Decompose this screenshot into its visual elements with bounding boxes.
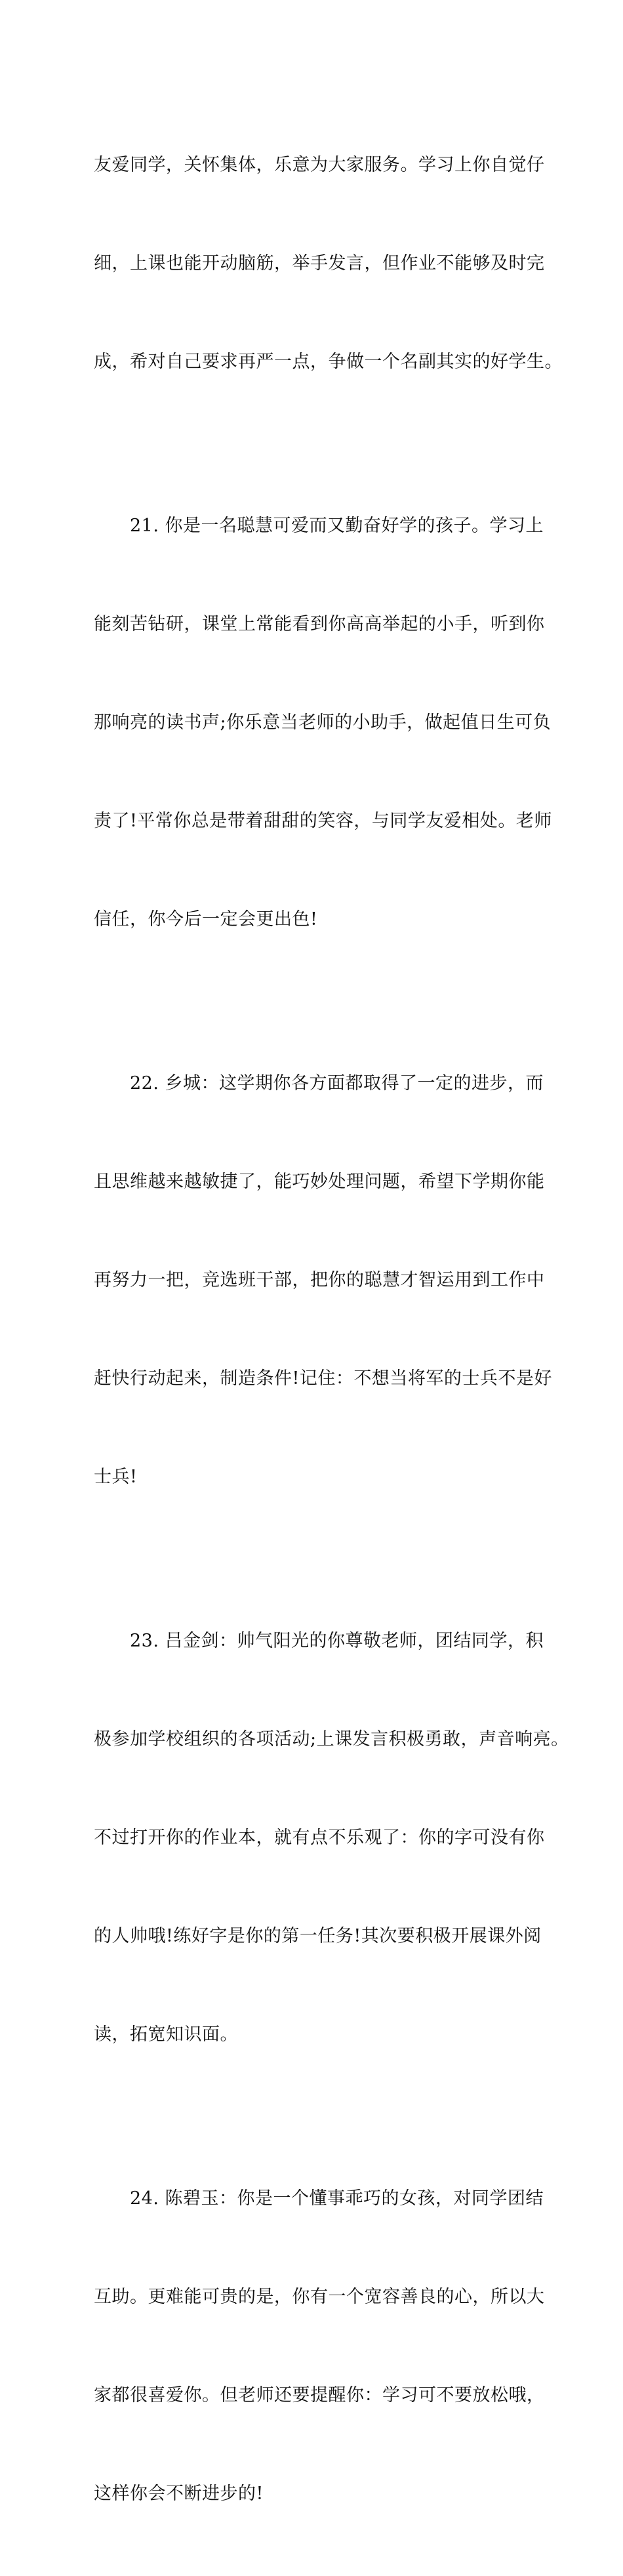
text-line: 不过打开你的作业本，就有点不乐观了：你的字可没有你 (94, 1828, 545, 1848)
text-line: 能刻苦钻研，课堂上常能看到你高高举起的小手，听到你 (94, 614, 545, 634)
text-line: 那响亮的读书声;你乐意当老师的小助手，做起值日生可负 (94, 712, 552, 733)
text-line: 互助。更难能可贵的是，你有一个宽容善良的心，所以大 (94, 2287, 545, 2307)
text-line: 24. 陈碧玉：你是一个懂事乖巧的女孩，对同学团结 (130, 2188, 544, 2209)
text-line: 且思维越来越敏捷了，能巧妙处理问题，希望下学期你能 (94, 1172, 545, 1192)
document-body (94, 83, 569, 2576)
text-line: 友爱同学，关怀集体，乐意为大家服务。学习上你自觉仔 (94, 155, 545, 175)
text-line: 成，希对自己要求再严一点，争做一个名副其实的好学生。 (94, 352, 563, 372)
text-line: 的人帅哦!练好字是你的第一任务!其次要积极开展课外阅 (94, 1926, 542, 1946)
text-line: 23. 吕金剑：帅气阳光的你尊敬老师，团结同学，积 (130, 1631, 544, 1651)
paragraph-continued (94, 83, 563, 444)
text-line: 家都很喜爱你。但老师还要提醒你：学习可不要放松哦， (94, 2385, 545, 2405)
text-line: 信任，你今后一定会更出色! (94, 909, 318, 930)
paragraph-24 (94, 2117, 545, 2576)
text-line: 21. 你是一名聪慧可爱而又勤奋好学的孩子。学习上 (130, 516, 544, 536)
text-line: 再努力一把，竞选班干部，把你的聪慧才智运用到工作中 (94, 1270, 545, 1290)
paragraph-23 (94, 1559, 569, 2117)
text-line: 细，上课也能开动脑筋，举手发言，但作业不能够及时完 (94, 253, 545, 274)
paragraph-22 (94, 1002, 552, 1559)
paragraph-21 (94, 444, 552, 1002)
text-line: 赶快行动起来，制造条件!记住：不想当将军的士兵不是好 (94, 1368, 552, 1389)
text-line: 这样你会不断进步的! (94, 2484, 264, 2504)
text-line: 读，拓宽知识面。 (94, 2024, 238, 2045)
text-line: 士兵! (94, 1467, 138, 1487)
text-line: 极参加学校组织的各项活动;上课发言积极勇敢，声音响亮。 (94, 1729, 569, 1749)
text-line: 责了!平常你总是带着甜甜的笑容，与同学友爱相处。老师 (94, 811, 552, 831)
text-line: 22. 乡城：这学期你各方面都取得了一定的进步，而 (130, 1073, 544, 1094)
